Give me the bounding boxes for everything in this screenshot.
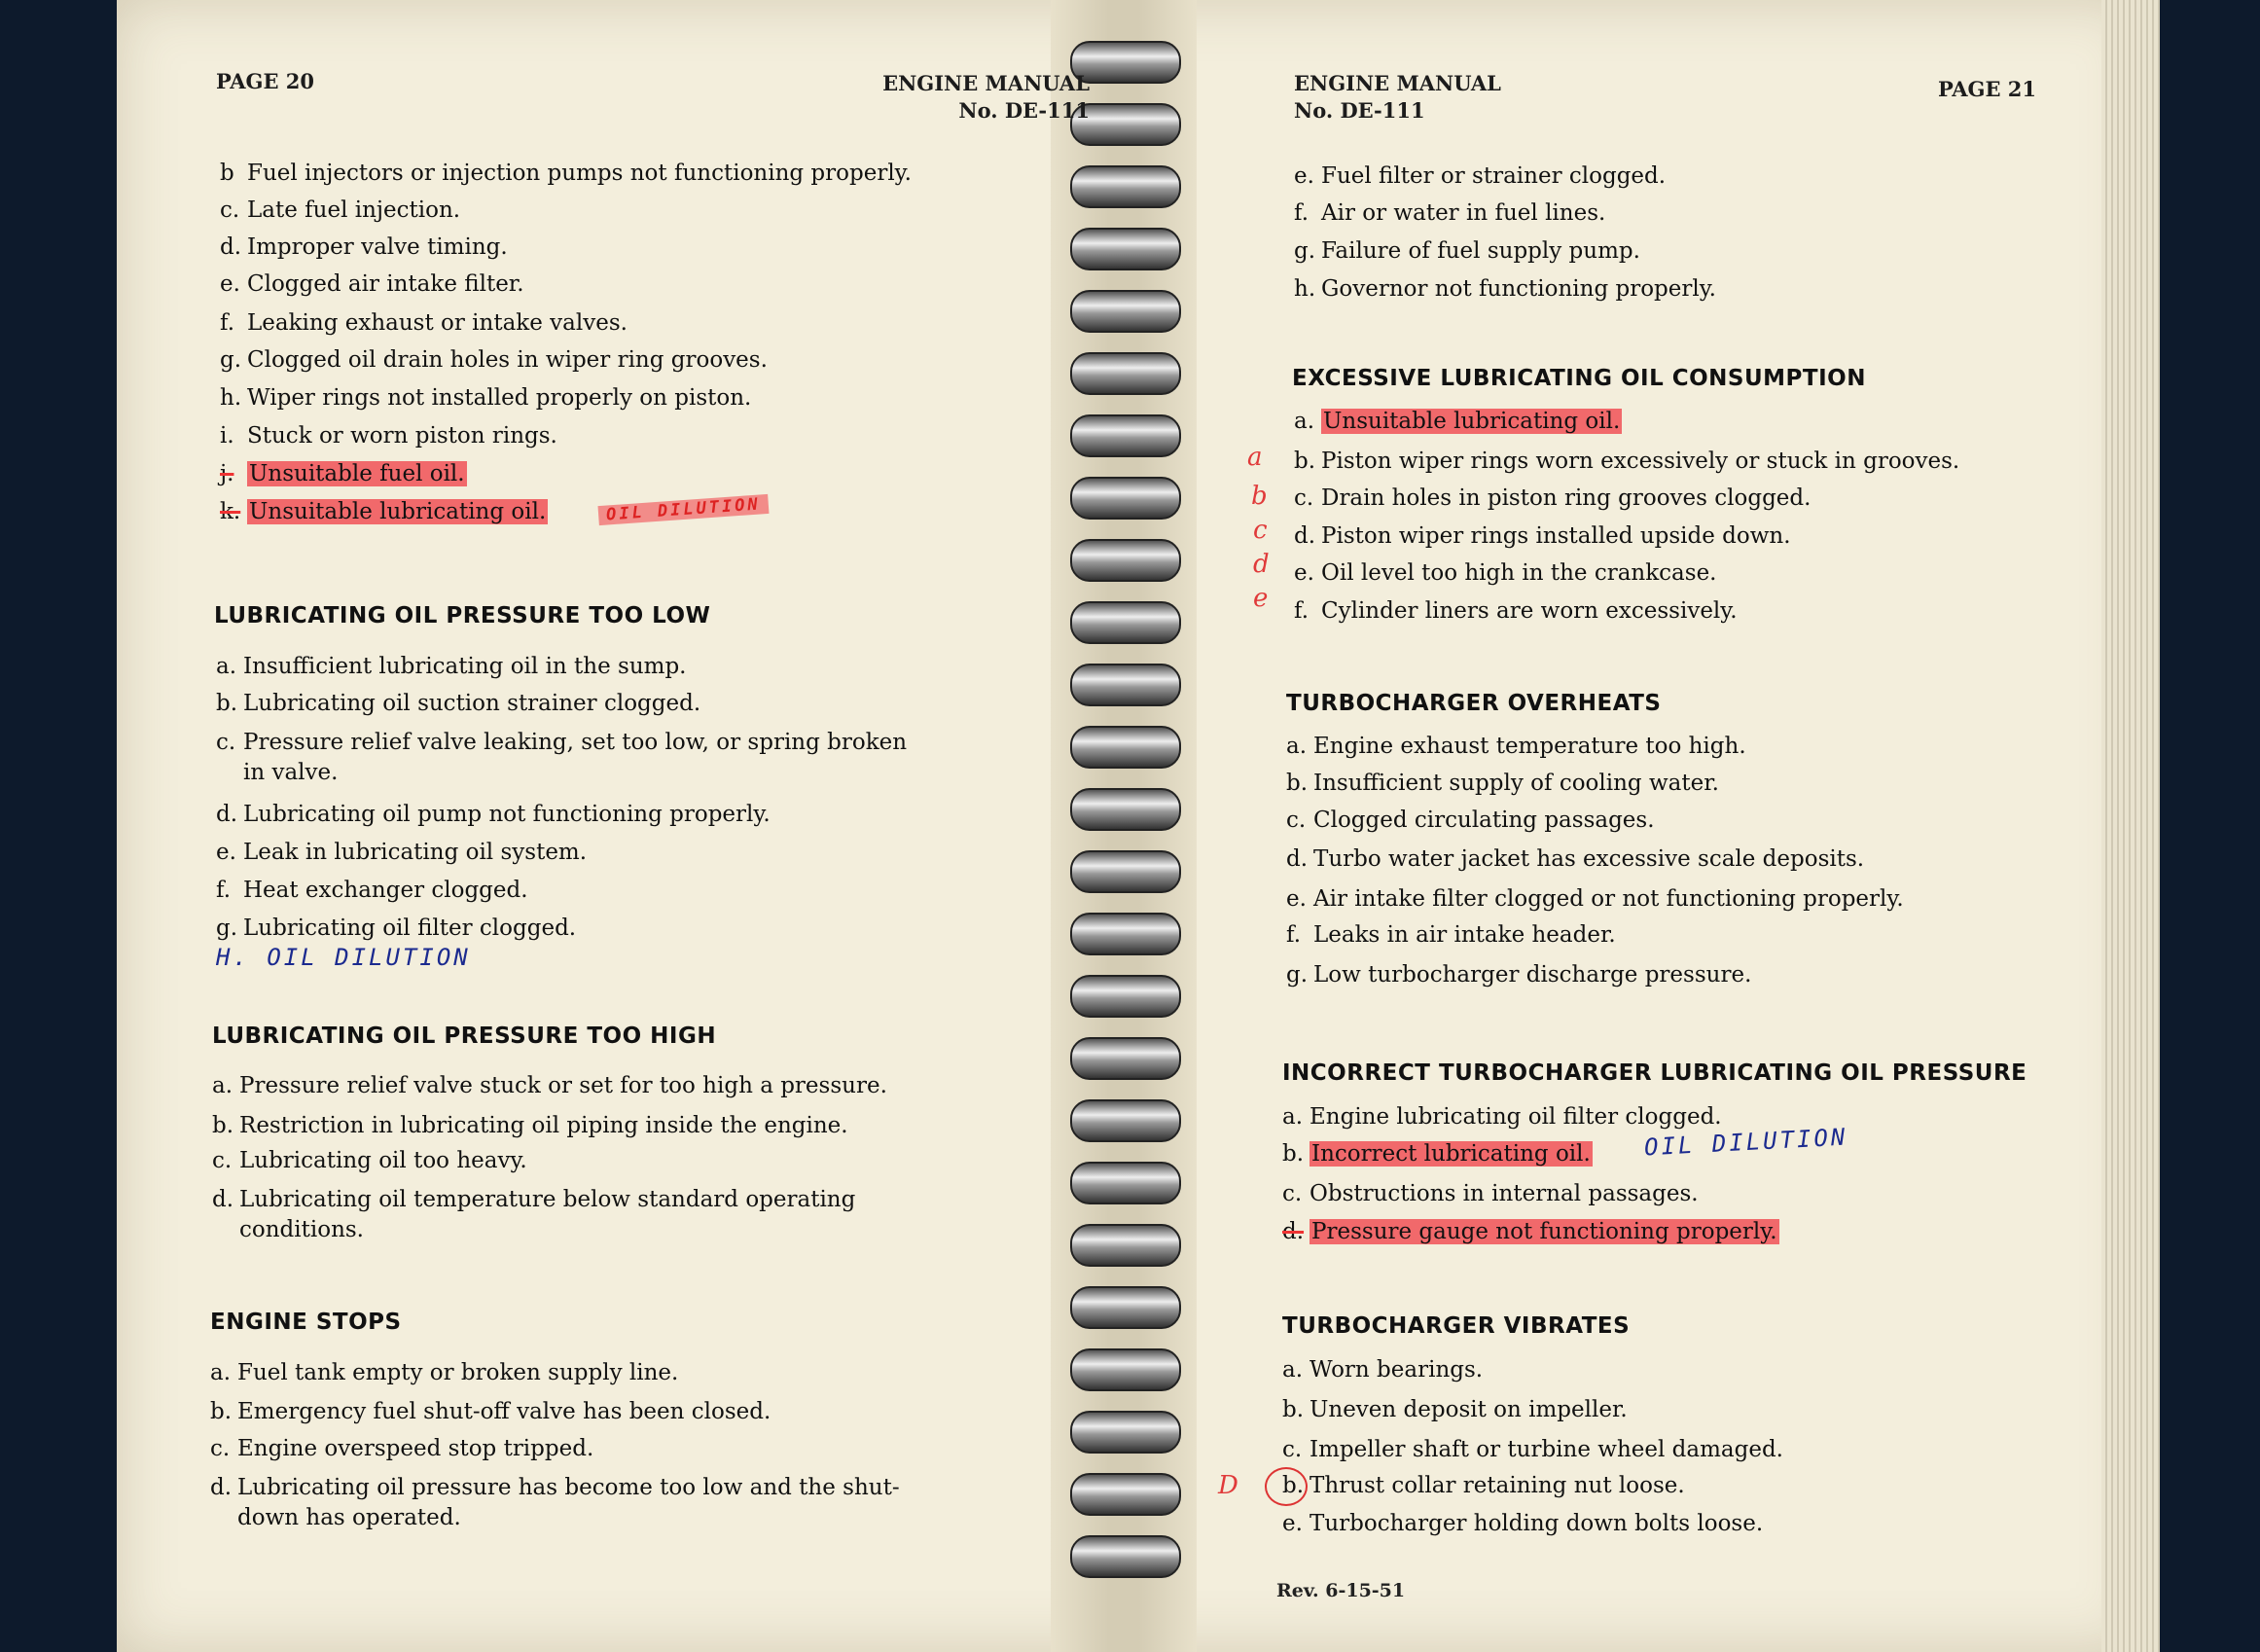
list-item: i. Stuck or worn piston rings. [220,423,557,449]
list-item: f. Cylinder liners are worn excessively. [1294,598,1738,624]
binding-ring [1070,1099,1181,1142]
list-item: a. Pressure relief valve stuck or set for too high a pressure. [212,1073,887,1098]
list-item: d. Turbo water jacket has excessive scale deposits. [1286,846,1865,872]
revision-date: Rev. 6-15-51 [1276,1580,1406,1601]
list-item: g. Low turbocharger discharge pressure. [1286,962,1752,988]
binding-ring [1070,975,1181,1018]
list-item: c. Engine overspeed stop tripped. [210,1436,594,1461]
list-item: a. Worn bearings. [1282,1357,1484,1383]
list-item: d. Piston wiper rings installed upside down. [1294,523,1791,549]
binding-ring [1070,1286,1181,1329]
list-item-continuation: in valve. [243,760,339,785]
margin-annotation: d [1253,550,1270,579]
binding-ring [1070,165,1181,208]
margin-annotation: a [1247,443,1263,472]
list-item: d. Lubricating oil pump not functioning properly. [216,802,771,827]
list-item: c. Impeller shaft or turbine wheel damaged. [1282,1437,1783,1462]
margin-annotation: e [1253,584,1269,613]
binding-ring [1070,664,1181,706]
list-item: b. Thrust collar retaining nut loose. [1282,1473,1685,1498]
binding-ring [1070,1224,1181,1267]
handwritten-annotation: OIL DILUTION [598,494,770,525]
list-item: a. Fuel tank empty or broken supply line. [210,1360,679,1385]
list-item-continuation: down has operated. [237,1505,461,1530]
list-item: a. Engine lubricating oil filter clogged. [1282,1104,1722,1130]
manual-title [1294,70,1501,125]
list-item: g. Failure of fuel supply pump. [1294,238,1640,264]
binding-ring [1070,1473,1181,1516]
binding-ring [1070,913,1181,955]
list-item: e. Fuel filter or strainer clogged. [1294,163,1667,189]
binding-ring [1070,1162,1181,1204]
handwritten-annotation: H. OIL DILUTION [216,944,471,971]
list-item: b. Uneven deposit on impeller. [1282,1397,1628,1422]
circle-annotation [1265,1467,1308,1506]
list-item: f. Air or water in fuel lines. [1294,200,1606,226]
list-item: e. Oil level too high in the crankcase. [1294,560,1717,586]
section-heading: TURBOCHARGER OVERHEATS [1286,691,1662,716]
binding-ring [1070,1037,1181,1080]
section-heading: INCORRECT TURBOCHARGER LUBRICATING OIL PRESSURE [1282,1060,2027,1086]
binding-ring [1070,352,1181,395]
list-item: c. Drain holes in piston ring grooves clogged. [1294,485,1812,511]
margin-annotation: D [1218,1471,1238,1500]
manual-number: No. DE-111 [1294,98,1425,123]
page-number: PAGE 21 [1938,77,2037,101]
list-item: d. Lubricating oil pressure has become too low and the shut- [210,1475,900,1500]
list-item: f. Heat exchanger clogged. [216,878,528,903]
list-item: c. Clogged circulating passages. [1286,808,1655,833]
manual-number: No. DE-111 [958,98,1090,123]
handwritten-annotation: OIL DILUTION [1643,1123,1848,1162]
list-item: c. Obstructions in internal passages. [1282,1181,1699,1206]
list-item: h. Governor not functioning properly. [1294,276,1716,302]
binding-ring [1070,726,1181,769]
list-item: b Fuel injectors or injection pumps not functioning properly. [220,161,912,186]
list-item: b. Insufficient supply of cooling water. [1286,771,1719,796]
list-item-highlighted: k. Unsuitable lubricating oil. [220,499,547,524]
list-item: a. Engine exhaust temperature too high. [1286,734,1746,759]
section-heading: LUBRICATING OIL PRESSURE TOO LOW [214,603,711,628]
list-item-highlighted: b. Incorrect lubricating oil. [1282,1141,1591,1167]
list-item: e. Clogged air intake filter. [220,271,524,297]
manual-title [749,70,1090,125]
binding-ring [1070,414,1181,457]
section-heading: TURBOCHARGER VIBRATES [1282,1313,1631,1339]
list-item: c. Late fuel injection. [220,198,461,223]
list-item: g. Lubricating oil filter clogged. [216,916,577,941]
left-page [126,0,1090,1652]
binding-ring [1070,1535,1181,1578]
list-item: d. Lubricating oil temperature below standard operating [212,1187,856,1212]
binding-ring [1070,788,1181,831]
manual-title-text: ENGINE MANUAL [1294,71,1501,95]
section-heading: LUBRICATING OIL PRESSURE TOO HIGH [212,1024,717,1049]
manual-title-text: ENGINE MANUAL [882,71,1090,95]
section-heading: EXCESSIVE LUBRICATING OIL CONSUMPTION [1292,366,1866,391]
list-item: f. Leaks in air intake header. [1286,922,1616,948]
page-edges [2101,0,2160,1652]
right-page [1197,0,2101,1652]
list-item: a. Insufficient lubricating oil in the sump. [216,654,687,679]
list-item: b. Lubricating oil suction strainer clogged. [216,691,701,716]
list-item: e. Turbocharger holding down bolts loose. [1282,1511,1764,1536]
list-item-highlighted: a. Unsuitable lubricating oil. [1294,409,1621,434]
list-item: d. Improper valve timing. [220,234,508,260]
binding-ring [1070,1348,1181,1391]
binding-ring [1070,539,1181,582]
list-item: b. Emergency fuel shut-off valve has been closed. [210,1399,771,1424]
section-heading: ENGINE STOPS [210,1310,402,1335]
binding-ring [1070,290,1181,333]
list-item: c. Pressure relief valve leaking, set too low, or spring broken [216,730,908,755]
binding-ring [1070,850,1181,893]
binding-ring [1070,1411,1181,1454]
list-item: g. Clogged oil drain holes in wiper ring grooves. [220,347,768,373]
binding-ring [1070,228,1181,270]
list-item: c. Lubricating oil too heavy. [212,1148,527,1173]
list-item-highlighted: d. Pressure gauge not functioning properly. [1282,1219,1777,1244]
list-item: b. Restriction in lubricating oil piping inside the engine. [212,1113,848,1138]
page-number: PAGE 20 [216,69,315,93]
binding-ring [1070,601,1181,644]
margin-annotation: c [1253,516,1268,545]
list-item: h. Wiper rings not installed properly on piston. [220,385,752,411]
list-item: e. Leak in lubricating oil system. [216,840,588,865]
binding-ring [1070,477,1181,520]
margin-annotation: b [1251,482,1268,511]
list-item: b. Piston wiper rings worn excessively or stuck in grooves. [1294,449,1960,474]
list-item-continuation: conditions. [239,1217,364,1242]
list-item: f. Leaking exhaust or intake valves. [220,310,628,336]
list-item: e. Air intake filter clogged or not functioning properly. [1286,886,1904,912]
list-item-highlighted: j. Unsuitable fuel oil. [220,461,465,486]
